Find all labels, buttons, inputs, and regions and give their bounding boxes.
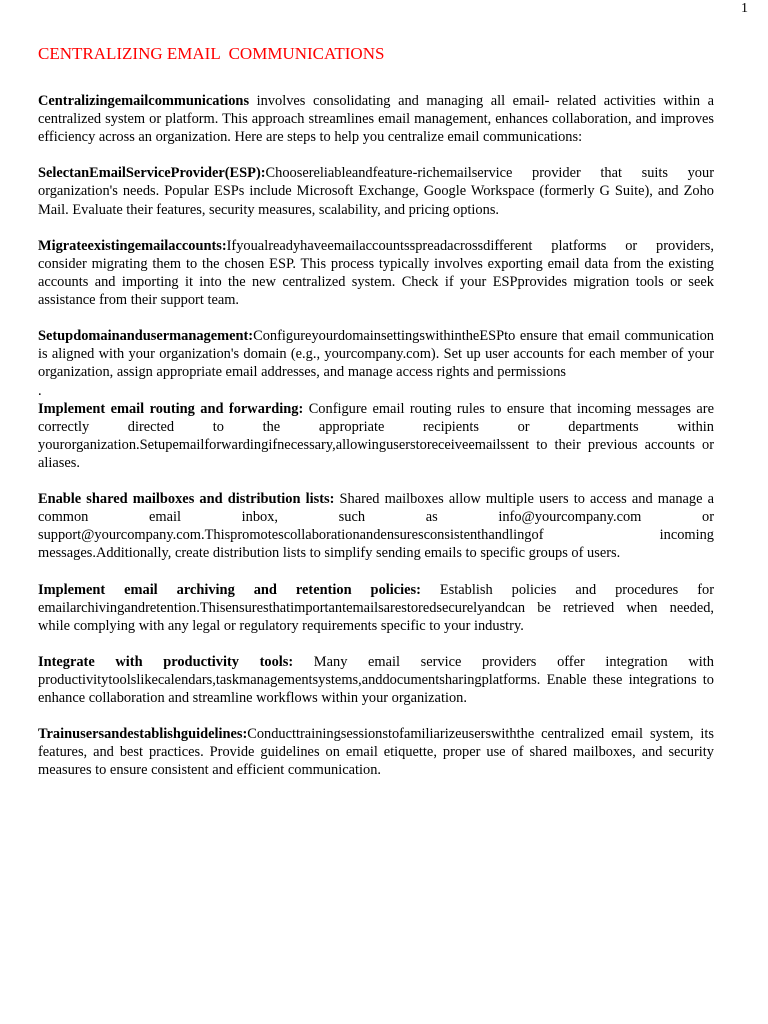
step-text: Establish policies and procedures for emailarchivingandretention.Thisensuresthatimportantemailsarestoredsecurelyandcan be retrieved when needed, while complying with any legal or regulatory requirements specific to your industry. <box>38 581 714 634</box>
step-heading: Enable shared mailboxes and distribution lists: <box>38 491 335 508</box>
step-text: Choosereliableandfeature-richemailservice provider that suits your organization's needs. Popular ESPs include Microsoft Exchange, Google Workspace (formerly G Suite), and Zoho Mail. Evaluate their features, security measures, scalability, and pricing options. <box>38 165 714 218</box>
step-text: Configure email routing rules to ensure that incoming messages are correctly directed to the appropriate recipients or departments within yourorganization.Setupemailforwardingifnecessary,allowinguserstoreceiveemailssent to their previous accounts or aliases. <box>38 400 714 471</box>
step-heading: Migrateexistingemailaccounts: <box>38 237 227 254</box>
trailing-dot: . <box>38 382 42 399</box>
step-text: Shared mailboxes allow multiple users to access and manage a common email inbox, such as info@yourcompany.com or support@yourcompany.com.Thispromotescollaborationandensuresconsistenthandlingof incoming messages.Additionally, create distribution lists to simplify sending emails to specific groups of users. <box>38 491 714 562</box>
step-heading: Trainusersandestablishguidelines: <box>38 726 248 743</box>
step-paragraph <box>38 653 714 707</box>
step-text: ConfigureyourdomainsettingswithintheESPto ensure that email communication is aligned with your organization's domain (e.g., yourcompany.com). Set up user accounts for each member of your organization, assign appropriate email addresses, and manage access rights and permissions <box>38 328 714 381</box>
intro-heading: Centralizingemailcommunications <box>38 93 250 109</box>
intro-text: involves consolidating and managing all email- related activities within a centralized system or platform. This approach streamlines email management, enhances collaboration, and improves efficiency across an organization. Here are steps to help you centralize email communications: <box>38 93 714 146</box>
step-heading: SelectanEmailServiceProvider(ESP): <box>38 165 266 182</box>
step-text: Many email service providers offer integration with productivitytoolslikecalendars,taskmanagementsystems,anddocumentsharingplatforms. Enable these integrations to enhance collaboration and streamline workflows within your organization. <box>38 653 714 707</box>
intro-paragraph <box>38 92 714 146</box>
page-number: 1 <box>741 1 748 16</box>
step-paragraph <box>38 164 714 218</box>
step-paragraph <box>38 581 714 635</box>
step-heading: Setupdomainandusermanagement: <box>38 328 254 345</box>
step-text: Conducttrainingsessionstofamiliarizeuserswiththe centralized email system, its features, and best practices. Provide guidelines on email etiquette, proper use of shared mailboxes, and security measures to ensure consistent and efficient communication. <box>38 726 714 779</box>
step-heading: Implement email archiving and retention policies: <box>38 581 421 598</box>
step-paragraph <box>38 327 714 381</box>
step-heading: Integrate with productivity tools: <box>38 653 294 670</box>
step-text: Ifyoualreadyhaveemailaccountsspreadacrossdifferent platforms or providers, consider migrating them to the chosen ESP. This process typically involves exporting email data from the existing accounts and importing it into the new centralized system. Check if your ESPprovides migration tools or seek assistance from their support team. <box>38 237 714 309</box>
document-title: CENTRALIZING EMAIL COMMUNICATIONS <box>38 44 385 63</box>
step-heading: Implement email routing and forwarding: <box>38 400 304 417</box>
step-paragraph <box>38 725 714 779</box>
step-paragraph <box>38 490 714 562</box>
document-body <box>38 92 714 780</box>
step-paragraph <box>38 237 714 309</box>
step-paragraph <box>38 400 714 472</box>
